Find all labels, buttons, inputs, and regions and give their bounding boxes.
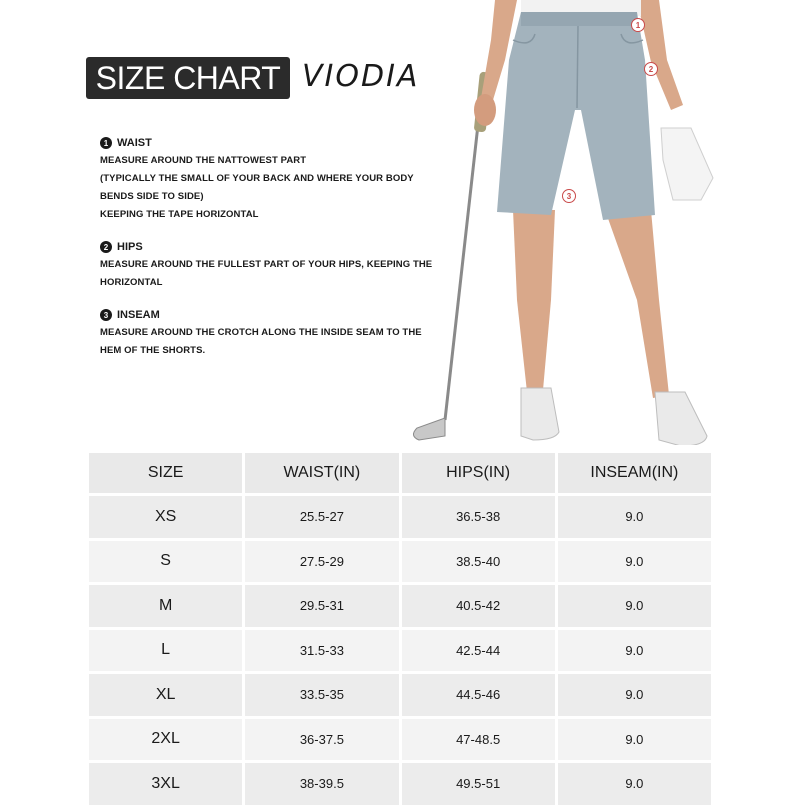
- cell-size: XS: [89, 496, 242, 538]
- cell-size: XL: [89, 674, 242, 716]
- guide-line: BENDS SIDE TO SIDE): [100, 191, 204, 202]
- table-header-row: [89, 453, 711, 493]
- product-photo: [405, 0, 725, 445]
- cell-inseam: 9.0: [558, 630, 711, 672]
- cell-waist: 29.5-31: [245, 585, 398, 627]
- cell-waist: 25.5-27: [245, 496, 398, 538]
- table-row: [89, 763, 711, 805]
- number-badge-icon: 3: [100, 309, 112, 321]
- cell-hips: 36.5-38: [402, 496, 555, 538]
- model-wearing-shorts-illustration: [405, 0, 725, 445]
- cell-hips: 49.5-51: [402, 763, 555, 805]
- guide-line: HEM OF THE SHORTS.: [100, 345, 206, 356]
- shorts-fly-seam: [577, 26, 578, 108]
- guide-heading-label: WAIST: [117, 137, 152, 149]
- inseam-marker: 3: [562, 189, 576, 203]
- cell-size: S: [89, 541, 242, 583]
- guide-line: MEASURE AROUND THE CROTCH ALONG THE INSIDE SEAM TO THE: [100, 327, 422, 338]
- guide-heading-label: HIPS: [117, 241, 143, 253]
- cell-waist: 38-39.5: [245, 763, 398, 805]
- cell-waist: 31.5-33: [245, 630, 398, 672]
- left-hand: [474, 94, 496, 126]
- guide-heading-label: INSEAM: [117, 309, 160, 321]
- header-hips: HIPS(IN): [402, 453, 555, 493]
- waist-marker: 1: [631, 18, 645, 32]
- guide-line: (TYPICALLY THE SMALL OF YOUR BACK AND WHERE YOUR BODY: [100, 173, 414, 184]
- header-inseam: INSEAM(IN): [558, 453, 711, 493]
- cell-hips: 38.5-40: [402, 541, 555, 583]
- table-row: [89, 719, 711, 761]
- cell-waist: 33.5-35: [245, 674, 398, 716]
- size-table: [86, 450, 714, 808]
- cell-size: 2XL: [89, 719, 242, 761]
- cell-hips: 44.5-46: [402, 674, 555, 716]
- header-waist: WAIST(IN): [245, 453, 398, 493]
- cell-size: L: [89, 630, 242, 672]
- cell-waist: 36-37.5: [245, 719, 398, 761]
- golf-club-head: [413, 418, 445, 440]
- size-chart-title: SIZE CHART: [86, 57, 290, 99]
- cell-size: 3XL: [89, 763, 242, 805]
- guide-line: KEEPING THE TAPE HORIZONTAL: [100, 209, 259, 220]
- table-row: [89, 674, 711, 716]
- header-size: SIZE: [89, 453, 242, 493]
- hips-marker: 2: [644, 62, 658, 76]
- number-badge-icon: 2: [100, 241, 112, 253]
- brand-logo: VIODIA: [302, 58, 420, 94]
- guide-line: MEASURE AROUND THE FULLEST PART OF YOUR HIPS, KEEPING THE: [100, 259, 433, 270]
- left-leg: [513, 210, 555, 392]
- right-shoe: [655, 392, 707, 445]
- table-row: [89, 585, 711, 627]
- left-shoe: [521, 388, 559, 440]
- cell-waist: 27.5-29: [245, 541, 398, 583]
- table-row: [89, 630, 711, 672]
- cell-hips: 40.5-42: [402, 585, 555, 627]
- cell-inseam: 9.0: [558, 541, 711, 583]
- cell-size: M: [89, 585, 242, 627]
- cell-inseam: 9.0: [558, 496, 711, 538]
- golf-glove: [661, 128, 713, 200]
- right-leg: [605, 210, 669, 398]
- cell-inseam: 9.0: [558, 674, 711, 716]
- cell-inseam: 9.0: [558, 585, 711, 627]
- table-row: [89, 496, 711, 538]
- shorts-waistband: [521, 12, 637, 26]
- cell-inseam: 9.0: [558, 763, 711, 805]
- table-row: [89, 541, 711, 583]
- guide-line: MEASURE AROUND THE NATTOWEST PART: [100, 155, 307, 166]
- cell-hips: 47-48.5: [402, 719, 555, 761]
- cell-hips: 42.5-44: [402, 630, 555, 672]
- guide-line: HORIZONTAL: [100, 277, 163, 288]
- cell-inseam: 9.0: [558, 719, 711, 761]
- number-badge-icon: 1: [100, 137, 112, 149]
